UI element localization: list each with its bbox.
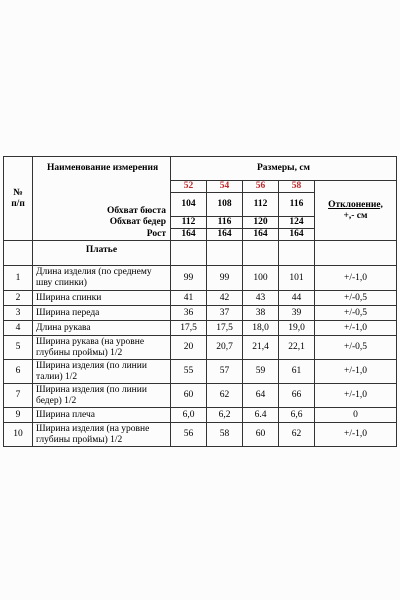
row-measure-name: Ширина изделия (на уровне глубины проймы) 1/2: [33, 423, 171, 447]
row-size-value: 6.4: [243, 408, 279, 423]
height-value: 164: [171, 229, 207, 241]
size-chart-table: [3, 156, 397, 447]
row-size-value: 100: [243, 266, 279, 291]
row-size-value: 61: [279, 360, 315, 384]
bust-value: 108: [207, 193, 243, 217]
row-deviation: 0: [315, 408, 397, 423]
table-row: [4, 321, 397, 336]
table-row: [4, 306, 397, 321]
deviation-unit: +,- см: [343, 210, 368, 221]
deviation-label: Отклонение,: [328, 199, 383, 210]
table-row: [4, 291, 397, 306]
row-deviation: +/-1,0: [315, 360, 397, 384]
row-size-value: 57: [207, 360, 243, 384]
row-size-value: 99: [171, 266, 207, 291]
row-size-value: 38: [243, 306, 279, 321]
row-size-value: 56: [171, 423, 207, 447]
row-number: 6: [4, 360, 33, 384]
measurement-rows: [4, 266, 397, 447]
table-row: [4, 266, 397, 291]
measure-label-bust: Обхват бюста: [33, 193, 171, 217]
row-size-value: 19,0: [279, 321, 315, 336]
row-size-value: 6,2: [207, 408, 243, 423]
hips-value: 112: [171, 217, 207, 229]
row-size-value: 44: [279, 291, 315, 306]
row-measure-name: Ширина плеча: [33, 408, 171, 423]
row-measure-name: Длина изделия (по среднему шву спинки): [33, 266, 171, 291]
row-number: 7: [4, 384, 33, 408]
row-number: 9: [4, 408, 33, 423]
row-number: 10: [4, 423, 33, 447]
row-deviation: +/-0,5: [315, 291, 397, 306]
measure-label-hips: Обхват бедер: [33, 217, 171, 229]
row-measure-name: Ширина изделия (по линии талии) 1/2: [33, 360, 171, 384]
row-size-value: 55: [171, 360, 207, 384]
num-header-label: № п/п: [11, 187, 25, 209]
row-size-value: 17,5: [207, 321, 243, 336]
row-size-value: 17,5: [171, 321, 207, 336]
deviation-header: [315, 181, 397, 241]
size-56: 56: [243, 181, 279, 193]
row-size-value: 22,1: [279, 336, 315, 360]
table-row: [4, 408, 397, 423]
row-deviation: +/-0,5: [315, 336, 397, 360]
row-size-value: 42: [207, 291, 243, 306]
row-number: 5: [4, 336, 33, 360]
row-size-value: 64: [243, 384, 279, 408]
section-title: Платье: [33, 241, 171, 266]
row-size-value: 39: [279, 306, 315, 321]
bust-value: 112: [243, 193, 279, 217]
measure-label-height: Рост: [33, 229, 171, 241]
row-size-value: 101: [279, 266, 315, 291]
num-header: [4, 157, 33, 241]
row-size-value: 60: [171, 384, 207, 408]
row-size-value: 58: [207, 423, 243, 447]
hips-value: 116: [207, 217, 243, 229]
row-size-value: 62: [207, 384, 243, 408]
table-row: [4, 384, 397, 408]
row-number: 2: [4, 291, 33, 306]
hips-value: 124: [279, 217, 315, 229]
row-size-value: 20,7: [207, 336, 243, 360]
table-row: [4, 336, 397, 360]
row-deviation: +/-1,0: [315, 321, 397, 336]
row-size-value: 66: [279, 384, 315, 408]
row-size-value: 37: [207, 306, 243, 321]
row-size-value: 99: [207, 266, 243, 291]
row-size-value: 6,6: [279, 408, 315, 423]
row-measure-name: Длина рукава: [33, 321, 171, 336]
row-size-value: 21,4: [243, 336, 279, 360]
row-deviation: +/-1,0: [315, 266, 397, 291]
row-size-value: 36: [171, 306, 207, 321]
row-deviation: +/-1,0: [315, 384, 397, 408]
row-size-value: 41: [171, 291, 207, 306]
row-size-value: 6,0: [171, 408, 207, 423]
size-58: 58: [279, 181, 315, 193]
table-row: [4, 423, 397, 447]
size-52: 52: [171, 181, 207, 193]
row-size-value: 60: [243, 423, 279, 447]
row-number: 1: [4, 266, 33, 291]
row-size-value: 43: [243, 291, 279, 306]
row-size-value: 62: [279, 423, 315, 447]
row-measure-name: Ширина рукава (на уровне глубины проймы) 1/2: [33, 336, 171, 360]
sizes-header: Размеры, см: [171, 157, 397, 181]
row-size-value: 20: [171, 336, 207, 360]
height-value: 164: [279, 229, 315, 241]
row-deviation: +/-1,0: [315, 423, 397, 447]
row-number: 3: [4, 306, 33, 321]
row-size-value: 18,0: [243, 321, 279, 336]
size-54: 54: [207, 181, 243, 193]
row-number: 4: [4, 321, 33, 336]
height-value: 164: [207, 229, 243, 241]
measure-header: Наименование измерения: [33, 157, 171, 181]
row-measure-name: Ширина спинки: [33, 291, 171, 306]
table-row: [4, 360, 397, 384]
row-deviation: +/-0,5: [315, 306, 397, 321]
row-measure-name: Ширина переда: [33, 306, 171, 321]
bust-value: 104: [171, 193, 207, 217]
height-value: 164: [243, 229, 279, 241]
bust-value: 116: [279, 193, 315, 217]
row-measure-name: Ширина изделия (по линии бедер) 1/2: [33, 384, 171, 408]
hips-value: 120: [243, 217, 279, 229]
row-size-value: 59: [243, 360, 279, 384]
